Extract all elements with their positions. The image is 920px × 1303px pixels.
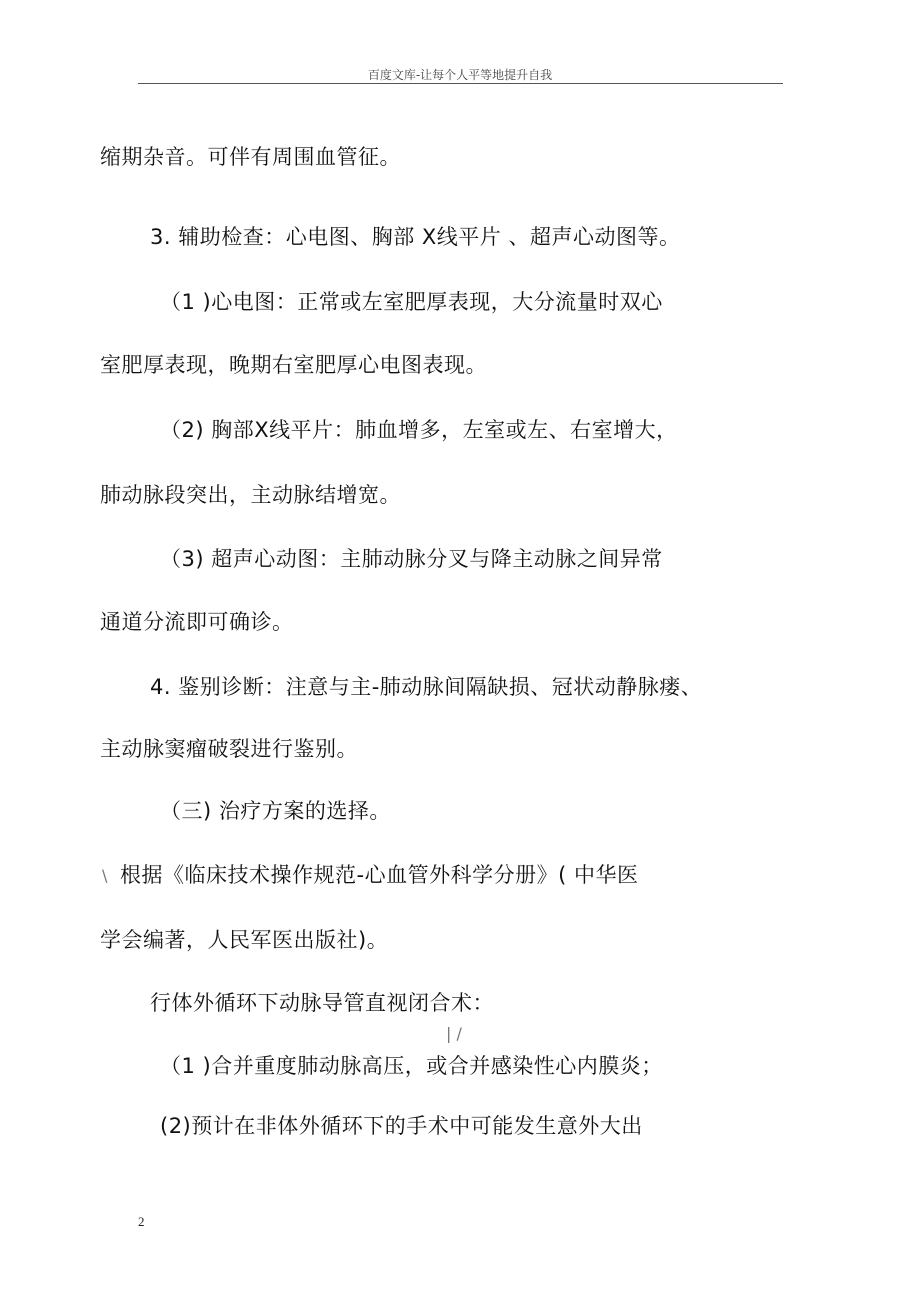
text-line-10: 主动脉窦瘤破裂进行鉴别。 [100,737,358,761]
scan-mark-slashes: | / [446,1024,462,1043]
text-line-7: （3) 超声心动图：主肺动脉分叉与降主动脉之间异常 [160,547,663,571]
text-line-14: 行体外循环下动脉导管直视闭合术： [150,991,494,1015]
text-line-11: （三) 治疗方案的选择。 [160,799,391,823]
text-line-5: （2) 胸部X线平片：肺血增多，左室或左、右室增大， [160,418,678,442]
text-line-2: 3. 辅助检查：心电图、胸部 X线平片 、超声心动图等。 [150,225,681,249]
text-line-4: 室肥厚表现，晚期右室肥厚心电图表现。 [100,353,487,377]
text-line-8: 通道分流即可确诊。 [100,610,294,634]
text-line-3: （1 )心电图：正常或左室肥厚表现，大分流量时双心 [160,290,663,314]
text-line-15: （1 )合并重度肺动脉高压，或合并感染性心内膜炎； [160,1054,663,1078]
page-header-text: 百度文库-让每个人平等地提升自我 [367,68,553,82]
text-line-9: 4. 鉴别诊断：注意与主-肺动脉间隔缺损、冠状动静脉瘘、 [150,675,703,699]
header-divider [138,83,783,84]
page-number: 2 [138,1214,145,1229]
text-line-13: 学会编著，人民军医出版社)。 [100,928,389,952]
text-line-12: 根据《临床技术操作规范-心血管外科学分册》( 中华医 [120,863,639,887]
scan-mark-backslash: \ [102,866,108,885]
text-line-6: 肺动脉段突出，主动脉结增宽。 [100,483,401,507]
text-line-16: (2)预计在非体外循环下的手术中可能发生意外大出 [160,1114,643,1138]
text-line-1: 缩期杂音。可伴有周围血管征。 [100,145,401,169]
